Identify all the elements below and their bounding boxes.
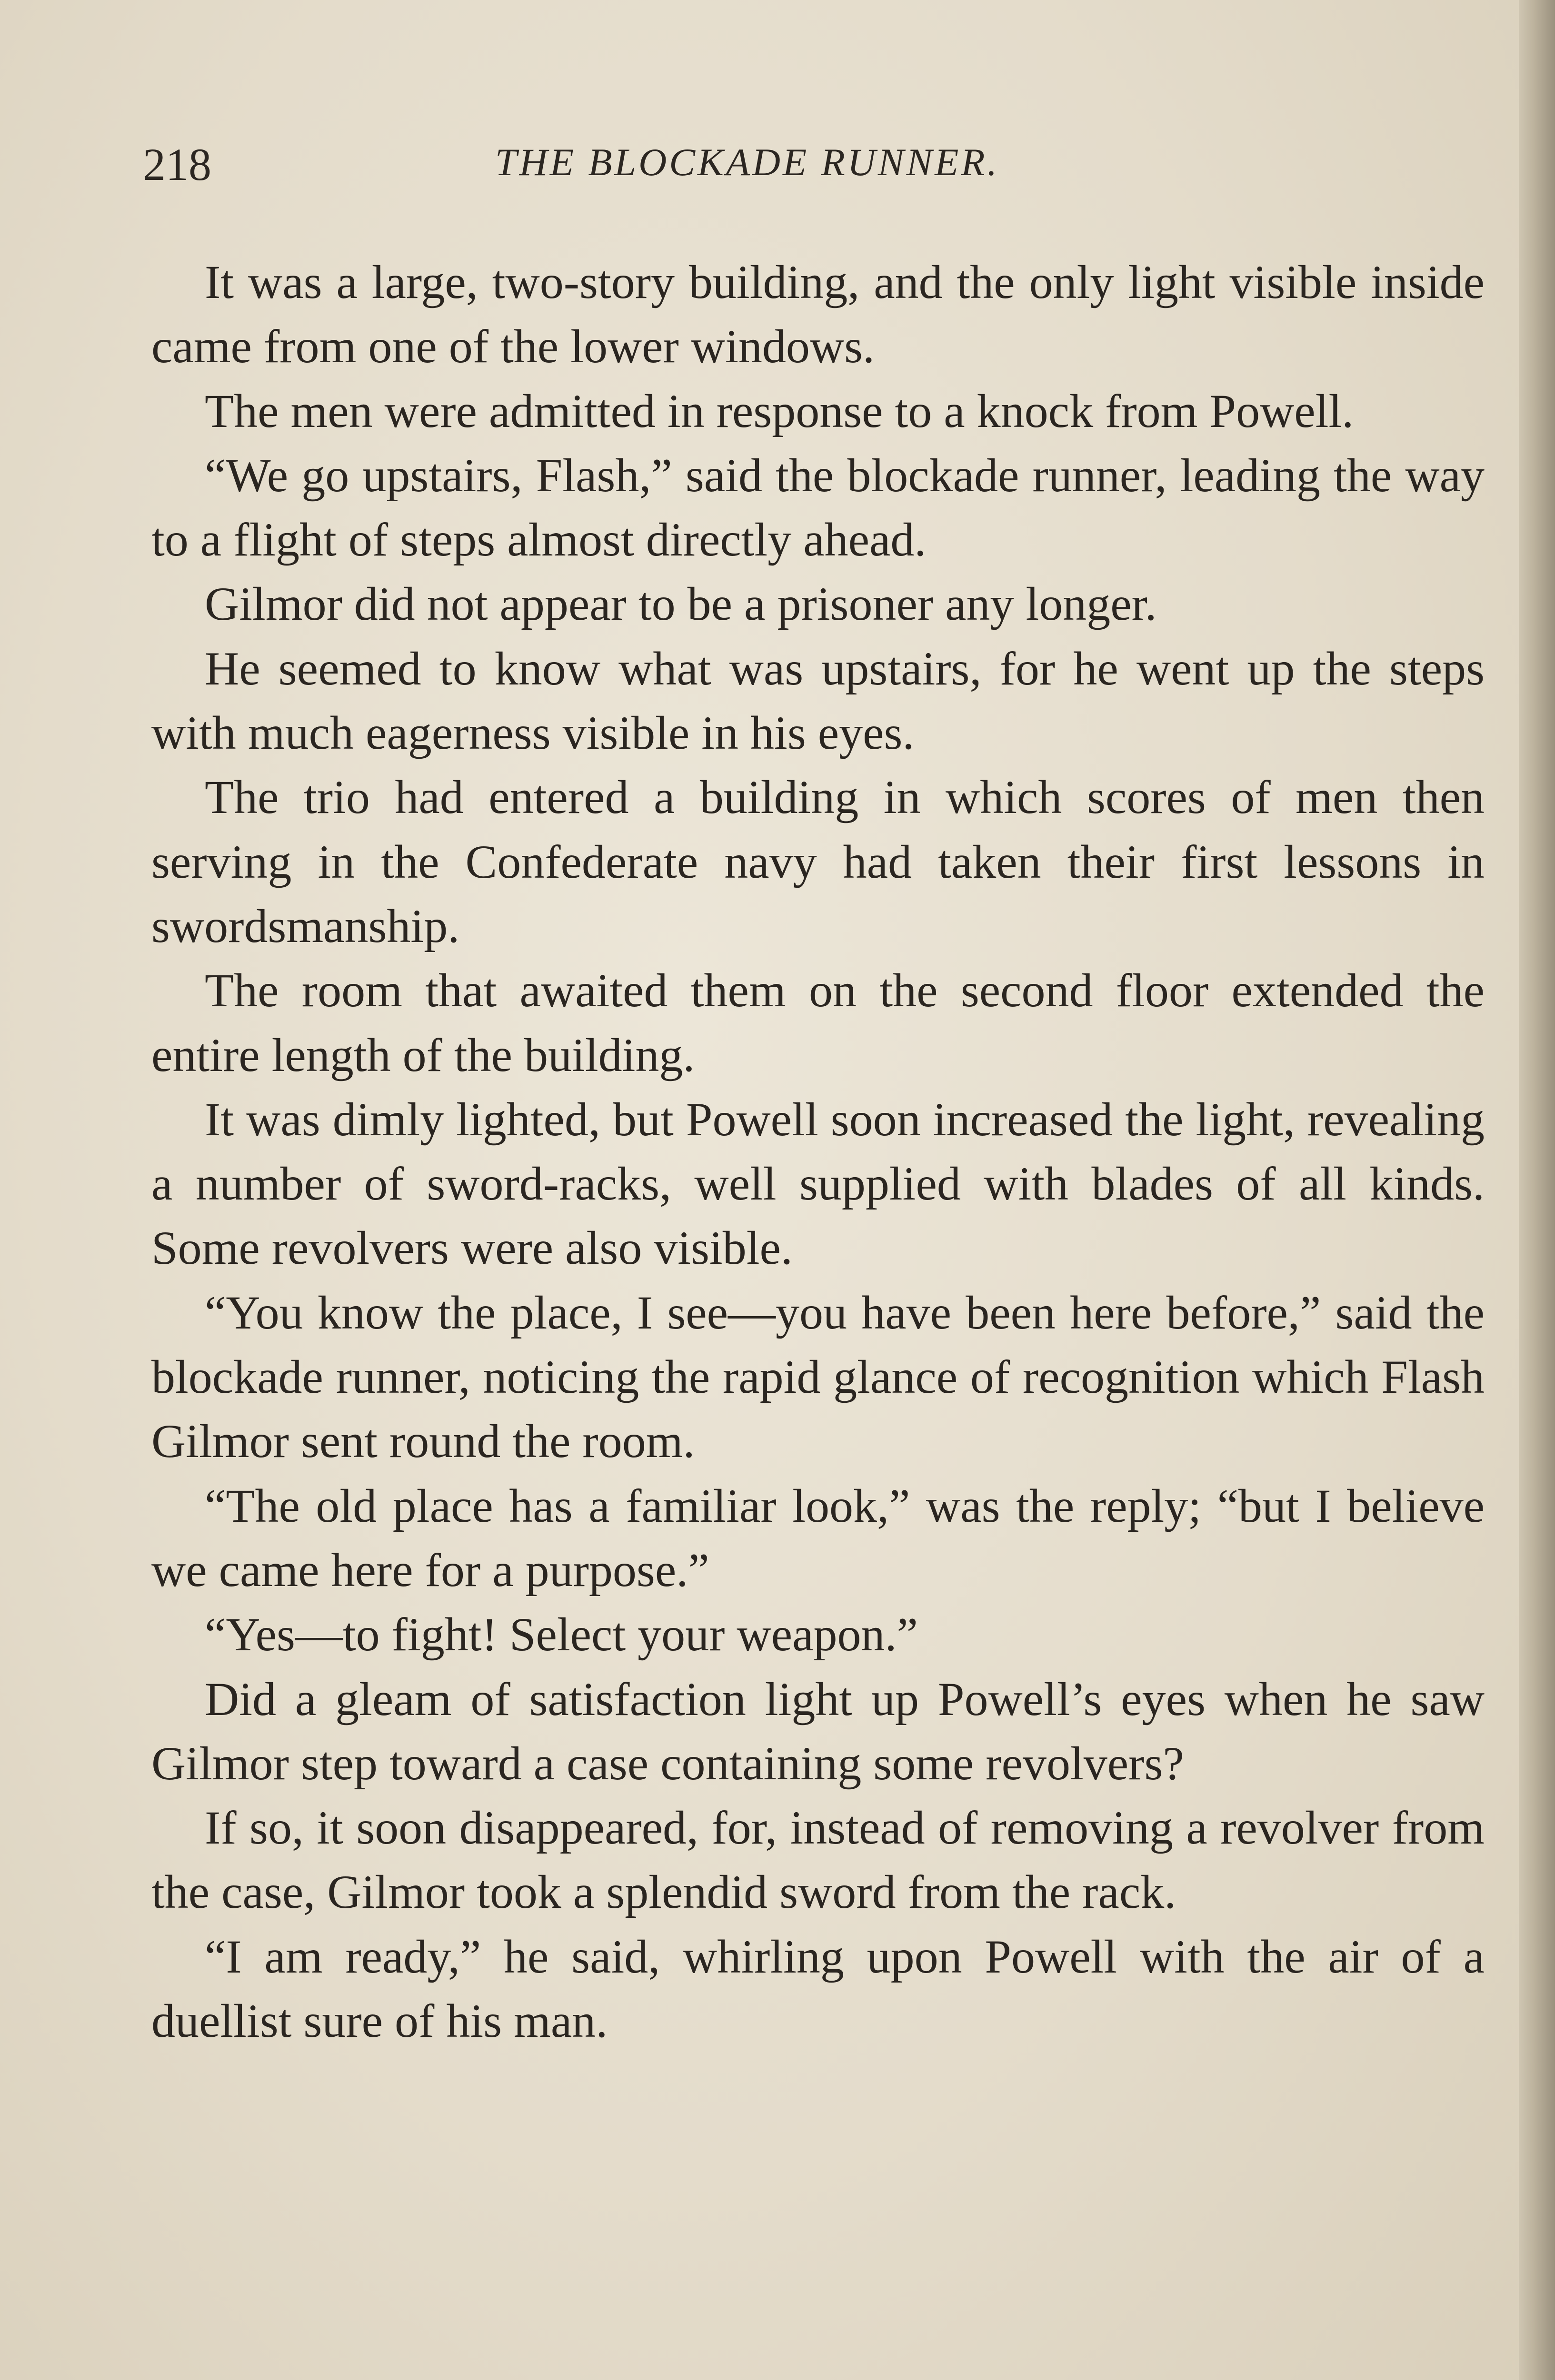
paragraph: “The old place has a familiar look,” was the reply; “but I believe we came here for a purpose.” [151,1479,1485,1597]
paragraph: “You know the place, I see—you have been here before,” said the blockade runner, noticing the rapid glance of recognition which Flash Gilmor sent round the room. [151,1286,1485,1468]
paragraph: If so, it soon disappeared, for, instead of removing a revolver from the case, Gilmor took a splendid sword from the rack. [151,1801,1485,1919]
paragraph: The trio had entered a building in which scores of men then serving in the Confederate navy had taken their first lessons in swordsmanship. [151,771,1485,952]
paragraph: “I am ready,” he said, whirling upon Powell with the air of a duellist sure of his man. [151,1930,1485,2048]
paragraph: Gilmor did not appear to be a prisoner any longer. [205,577,1157,631]
paragraph: The room that awaited them on the second floor extended the entire length of the building. [151,964,1485,1081]
paragraph: It was dimly lighted, but Powell soon increased the light, revealing a number of sword-racks, well supplied with blades of all kinds. Some revolvers were also visible. [151,1092,1485,1275]
paragraph: “We go upstairs, Flash,” said the blockade runner, leading the way to a flight of steps almost directly ahead. [151,448,1485,566]
page-edge [1519,0,1555,2380]
paragraph: Did a gleam of satisfaction light up Powell’s eyes when he saw Gilmor step toward a case containing some revolvers? [151,1672,1485,1790]
paragraph: It was a large, two-story building, and the only light visible inside came from one of the lower windows. [151,256,1485,373]
page-number: 218 [143,139,211,190]
body-text [151,250,1485,2053]
paragraph: “Yes—to fight! Select your weapon.” [205,1608,918,1661]
page-header [143,138,1485,190]
paragraph: The men were admitted in response to a knock from Powell. [205,384,1354,437]
running-title: THE BLOCKADE RUNNER. [495,140,999,184]
paragraph: He seemed to know what was upstairs, for he went up the steps with much eagerness visible in his eyes. [151,642,1485,760]
